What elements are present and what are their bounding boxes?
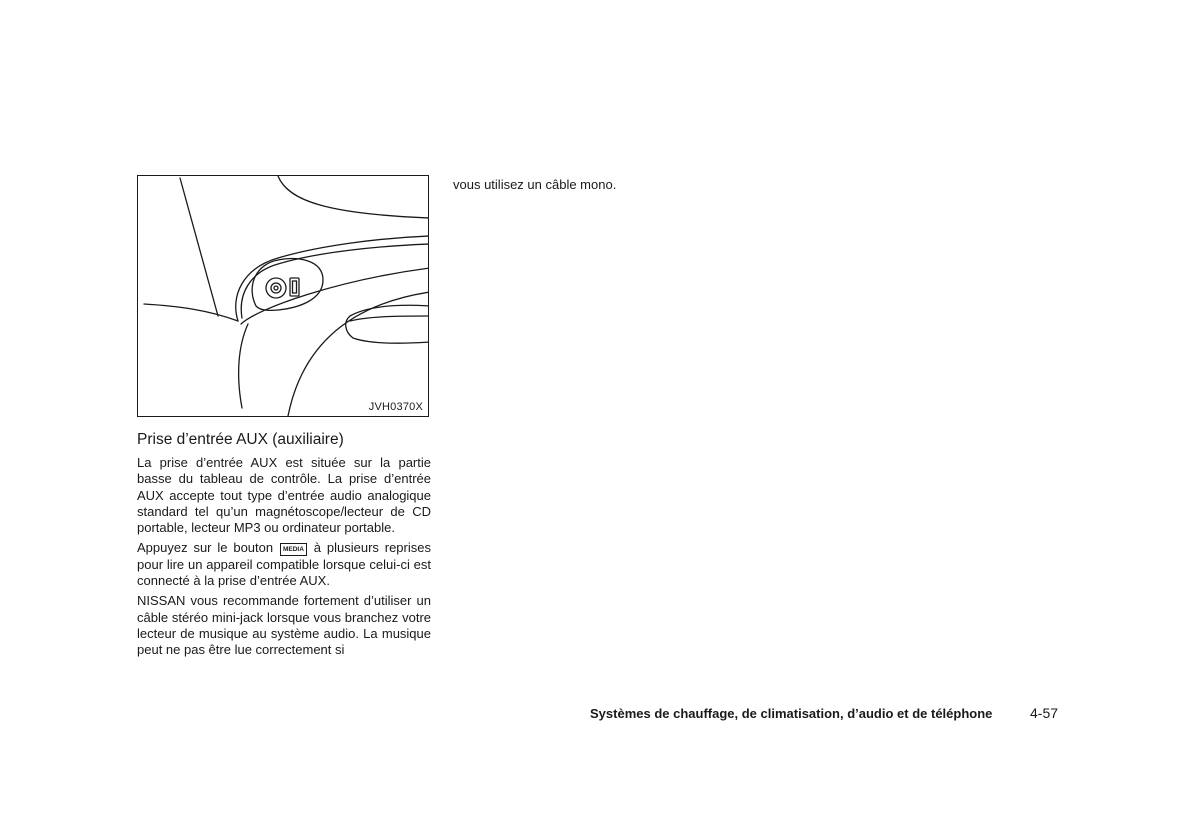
aux-jack-drawing — [138, 176, 429, 417]
paragraph-nissan-recommendation: NISSAN vous recommande fortement d’utiliser un câble stéréo mini-jack lorsque vous branchez votre lecteur de musique au système audio. La musique peut ne pas être lue correctement si — [137, 593, 431, 658]
paragraph-aux-location: La prise d’entrée AUX est située sur la partie basse du tableau de contrôle. La prise d’entrée AUX accepte tout type d’entrée audio analogique standard tel qu’un magnétoscope/lecteur de CD portable, lecteur MP3 ou ordinateur portable. — [137, 455, 431, 536]
right-column-text: vous utilisez un câble mono. — [453, 177, 617, 192]
paragraph-media-button — [137, 540, 431, 589]
media-button-icon: MEDIA — [280, 543, 307, 556]
section-heading: Prise d’entrée AUX (auxiliaire) — [137, 431, 344, 448]
page-number: 4-57 — [1030, 705, 1059, 721]
aux-jack-illustration — [137, 175, 429, 417]
paragraph-media-before: Appuyez sur le bouton — [137, 540, 274, 556]
figure-code: JVH0370X — [368, 401, 423, 413]
body-text-column — [137, 455, 431, 663]
paragraph-media-after: à plusieurs reprises pour lire un appareil compatible lorsque celui-ci est connecté à la prise d’entrée AUX. — [137, 540, 431, 589]
footer-chapter-title: Systèmes de chauffage, de climatisation, d’audio et de téléphone — [590, 706, 993, 721]
